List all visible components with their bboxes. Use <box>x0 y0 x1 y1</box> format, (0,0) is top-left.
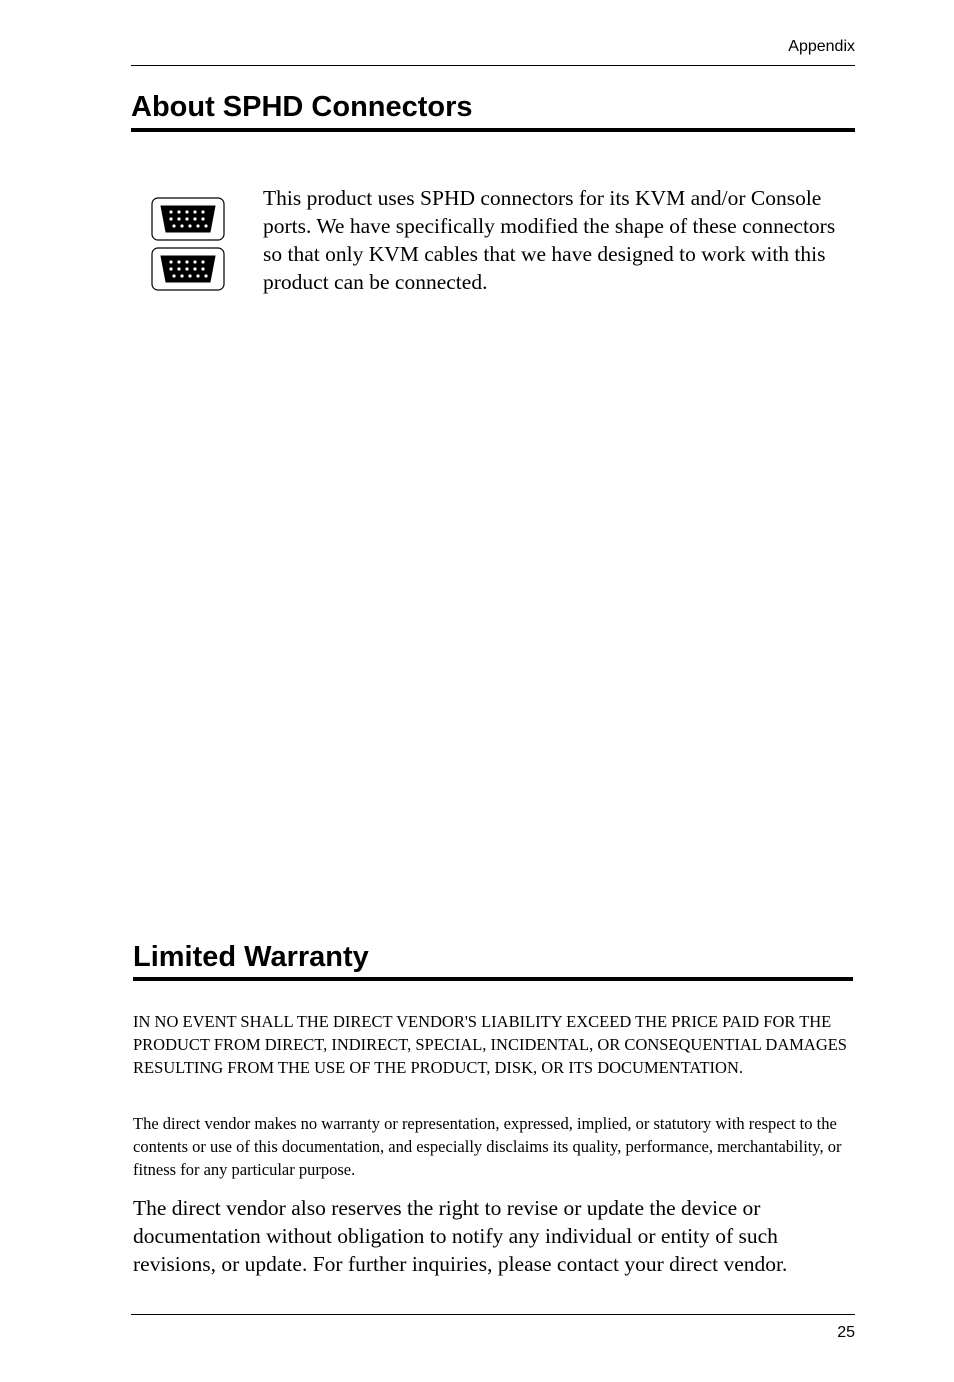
footer-rule <box>131 1314 855 1315</box>
warranty-liability-paragraph: IN NO EVENT SHALL THE DIRECT VENDOR'S LIABILITY EXCEED THE PRICE PAID FOR THE PRODUCT FROM DIRECT, INDIRECT, SPECIAL, INCIDENTAL, OR CONSEQUENTIAL DAMAGES RESULTING FROM THE USE OF THE PRODUCT, DISK, OR ITS DOCUMENTATION. <box>133 1012 847 1077</box>
sphd-description: This product uses SPHD connectors for its KVM and/or Console ports. We have specifically modified the shape of these connectors so that only KVM cables that we have designed to work with this product can be connected. <box>263 186 836 294</box>
page-number: 25 <box>837 1324 855 1341</box>
sphd-connector-icon <box>150 196 226 292</box>
sphd-section-title: About SPHD Connectors <box>131 91 473 123</box>
warranty-revision-paragraph: The direct vendor also reserves the right to revise or update the device or documentation without obligation to notify any individual or entity of such revisions, or update. For further inquiries, please contact your direct vendor. <box>133 1196 788 1276</box>
connector-top <box>152 198 224 240</box>
warranty-title-rule <box>133 977 853 981</box>
running-head: Appendix <box>788 38 855 55</box>
connector-bottom <box>152 248 224 290</box>
header-rule <box>131 65 855 66</box>
warranty-disclaimer-paragraph: The direct vendor makes no warranty or representation, expressed, implied, or statutory with respect to the contents or use of this documentation, and especially disclaims its quality, performance, merchantability, or fitness for any particular purpose. <box>133 1114 842 1179</box>
sphd-title-rule <box>131 128 855 132</box>
warranty-section-title: Limited Warranty <box>133 941 369 973</box>
